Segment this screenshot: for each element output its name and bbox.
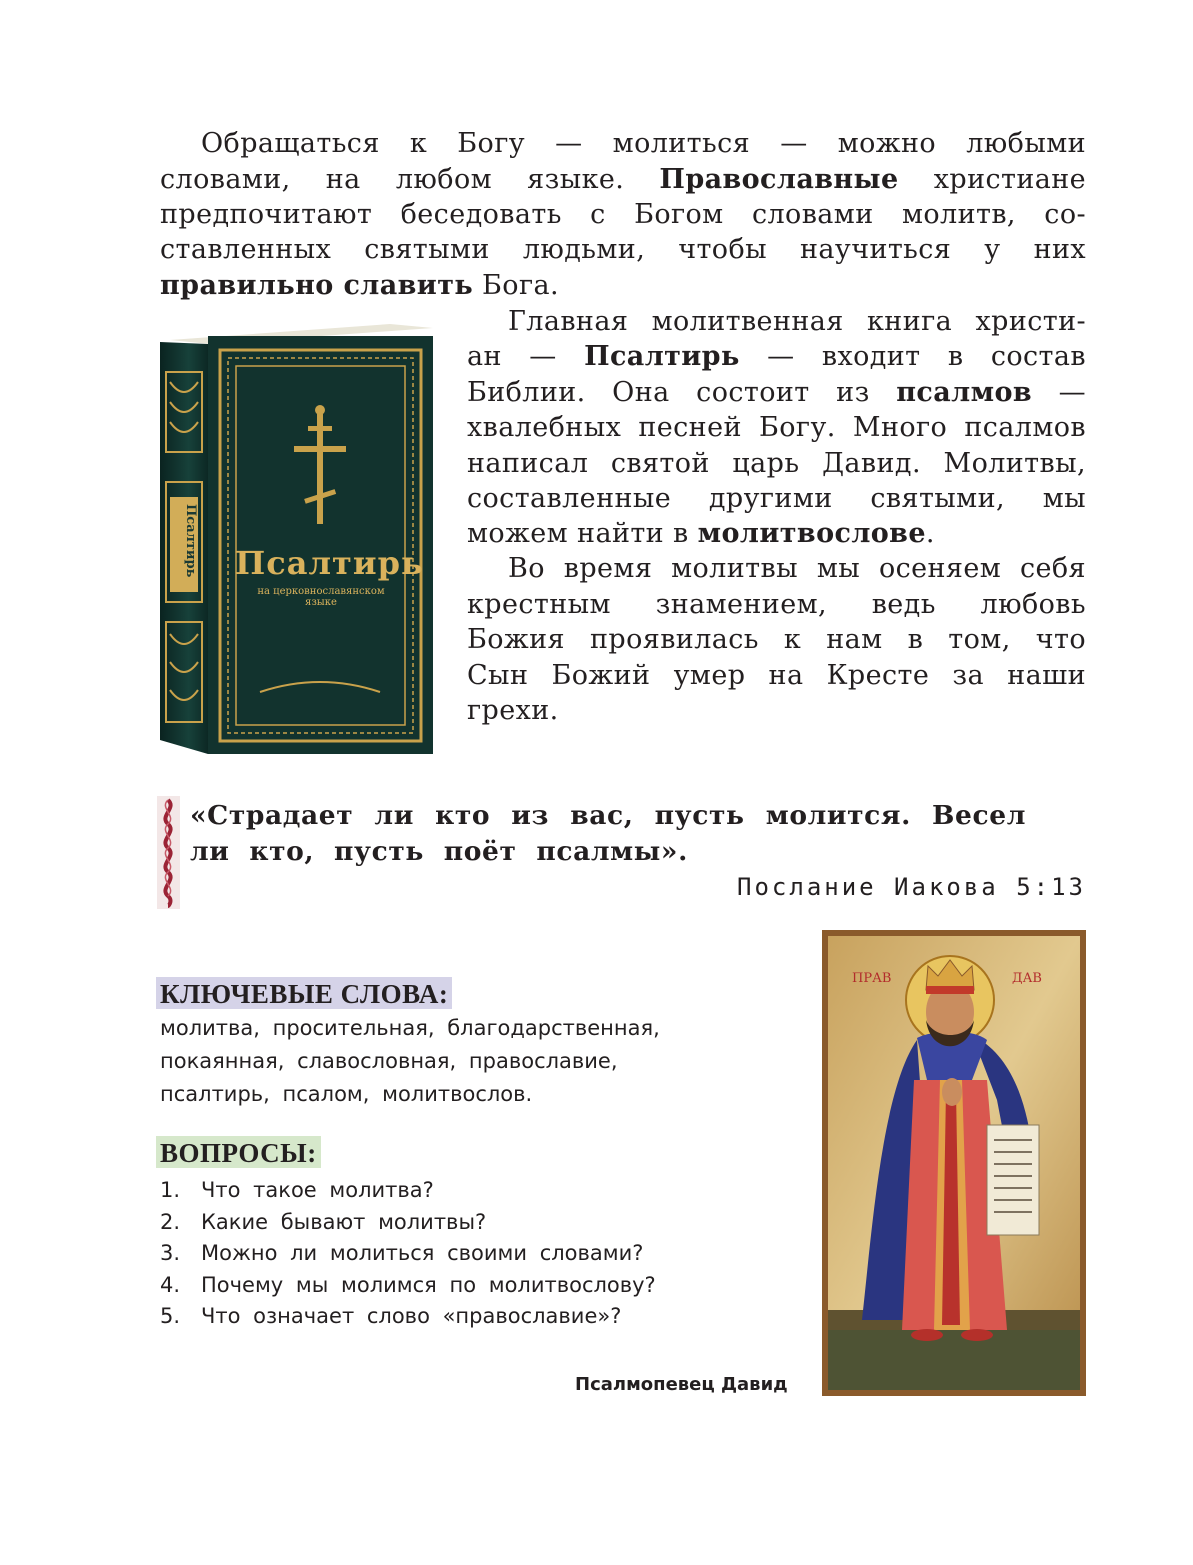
cross-text-5: грехи.: [467, 695, 559, 726]
question-item: [160, 1207, 656, 1239]
question-text: Что означает слово «православие»?: [201, 1304, 622, 1328]
intro-line-1: [160, 126, 1086, 161]
quote-text-2: ли кто, пусть поёт псалмы».: [190, 836, 688, 867]
question-item: [160, 1238, 656, 1270]
question-number: 1.: [160, 1178, 181, 1202]
questions-heading: ВОПРОСЫ:: [156, 1136, 321, 1168]
psalter-text-2c: — входит в состав: [739, 341, 1086, 372]
keywords-list: [160, 1012, 660, 1111]
book-cover-subtitle-2: языке: [305, 597, 337, 608]
question-item: [160, 1301, 656, 1333]
svg-text:ДАВ: ДАВ: [1012, 971, 1042, 986]
question-item: [160, 1270, 656, 1302]
cross-text-3: Божия проявилась к нам в том, что: [467, 624, 1086, 655]
psalter-line-2: [467, 339, 1086, 374]
icon-caption: Псалмопевец Давид: [575, 1374, 788, 1395]
king-david-icon-image: [822, 930, 1086, 1396]
question-number: 2.: [160, 1209, 181, 1234]
keywords-heading: КЛЮЧЕВЫЕ СЛОВА:: [156, 977, 452, 1009]
question-text: Какие бывают молитвы?: [201, 1209, 487, 1234]
cross-text-1: Во время молитвы мы осеняем себя: [508, 553, 1086, 584]
cross-line-5: [467, 693, 1086, 728]
svg-text:ПРАВ: ПРАВ: [852, 971, 892, 986]
psalter-book-image: [160, 322, 433, 754]
psalter-bold-psalms: псалмов: [896, 377, 1033, 408]
book-spine-title: Псалтирь: [183, 504, 198, 578]
quote-text-1: «Страдает ли кто из вас, пусть молится. Весел: [190, 800, 1026, 831]
question-text: Можно ли молиться своими словами?: [201, 1241, 644, 1265]
psalter-line-4: [467, 410, 1086, 445]
psalter-text-5: написал святой царь Давид. Молитвы,: [467, 448, 1086, 479]
intro-line-3: [160, 197, 1086, 232]
psalter-bold-psalter: Псалтирь: [584, 341, 740, 372]
book-cover-title: Псалтирь: [235, 544, 424, 582]
questions-list: [160, 1175, 656, 1333]
psalter-line-6: [467, 481, 1086, 516]
question-number: 4.: [160, 1272, 181, 1297]
cross-line-2: [467, 587, 1086, 622]
psalter-text-7c: .: [925, 518, 935, 549]
psalter-text-6: составленные другими святыми, мы: [467, 483, 1086, 514]
keywords-line-2: покаянная, славословная, православие,: [160, 1049, 618, 1073]
intro-text-2a: словами, на любом языке.: [160, 164, 660, 195]
cross-text-2: крестным знамением, ведь любовь: [467, 589, 1086, 620]
quote-line-1: [190, 798, 1026, 834]
keywords-line-1: молитва, просительная, благодарственная,: [160, 1016, 660, 1040]
psalter-text-2a: ан —: [467, 341, 585, 372]
cross-line-3: [467, 622, 1086, 657]
intro-bold-glorify: правильно славить: [160, 270, 474, 301]
quote-ornament-icon: [157, 796, 180, 909]
intro-text-5c: Бога.: [473, 270, 559, 301]
psalter-line-5: [467, 446, 1086, 481]
keywords-line-3: псалтирь, псалом, молитвослов.: [160, 1082, 533, 1106]
book-cover-subtitle-1: на церковнославянском: [257, 586, 385, 597]
question-text: Почему мы молимся по молитвослову?: [201, 1272, 656, 1297]
question-item: [160, 1175, 656, 1207]
psalter-text-1: Главная молитвенная книга христи-: [508, 306, 1086, 337]
psalter-text-3a: Библии. Она состоит из: [467, 377, 897, 408]
intro-line-4: [160, 232, 1086, 267]
intro-line-2: [160, 162, 1086, 197]
cross-text-4: Сын Божий умер на Кресте за наши: [467, 660, 1086, 691]
intro-text-2c: христиане: [898, 164, 1087, 195]
psalter-text-7a: можем найти в: [467, 518, 698, 549]
question-number: 3.: [160, 1241, 181, 1265]
quote-line-2: [190, 834, 688, 870]
psalter-line-1: [467, 304, 1086, 339]
intro-text-1: Обращаться к Богу — молиться — можно любыми: [201, 128, 1086, 159]
cross-line-4: [467, 658, 1086, 693]
cross-line-1: [467, 551, 1086, 586]
psalter-text-4: хвалебных песней Богу. Много псалмов: [467, 412, 1086, 443]
psalter-text-3c: —: [1032, 377, 1086, 408]
psalter-bold-prayerbook: молитвослове: [697, 518, 926, 549]
intro-text-3: предпочитают беседовать с Богом словами молитв, со-: [160, 199, 1086, 230]
intro-line-5: [160, 268, 1086, 303]
psalter-line-3: [467, 375, 1086, 410]
question-number: 5.: [160, 1304, 181, 1328]
quote-citation: Послание Иакова 5:13: [737, 873, 1086, 901]
psalter-line-7: [467, 516, 1086, 551]
question-text: Что такое молитва?: [201, 1178, 434, 1202]
intro-bold-orthodox: Православные: [659, 164, 899, 195]
intro-text-4: ставленных святыми людьми, чтобы научиться у них: [160, 234, 1086, 265]
